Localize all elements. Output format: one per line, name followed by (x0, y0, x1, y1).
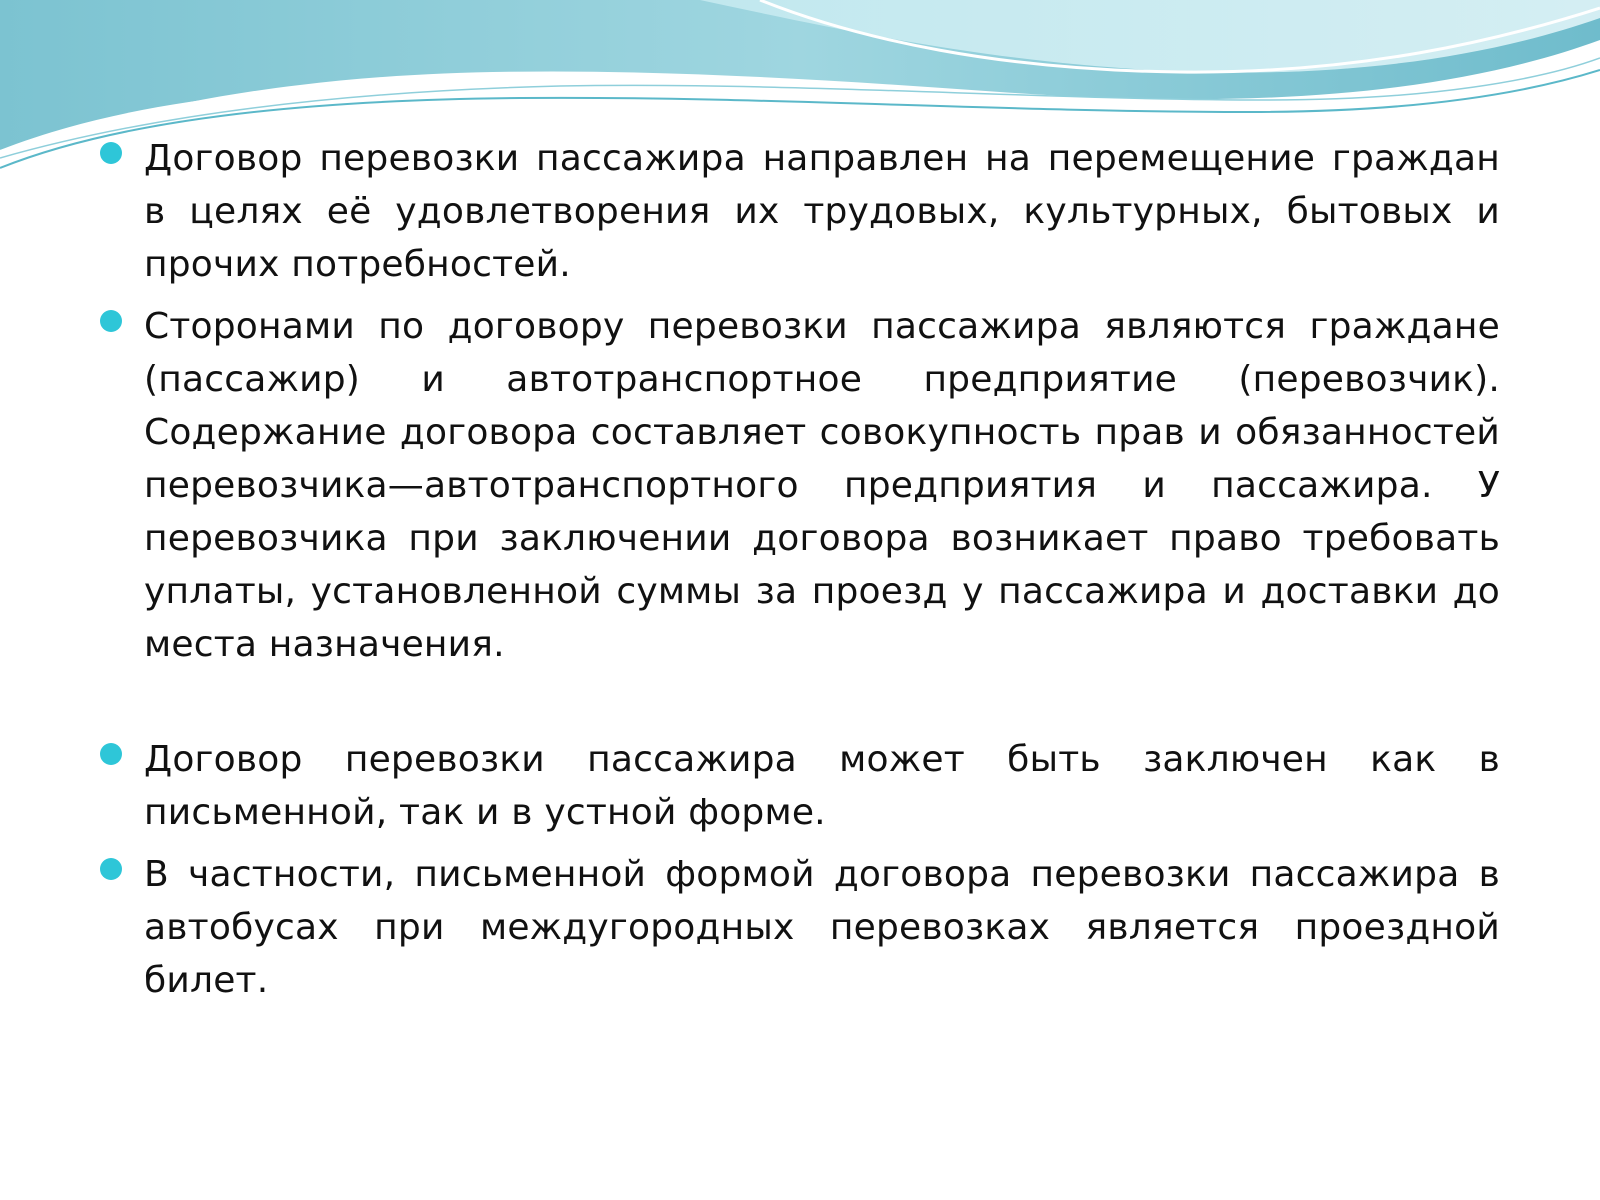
bullet-text: В частности, письменной формой договора перевозки пассажира в автобусах при междугородных перевозках является проездной билет. (144, 854, 1500, 1001)
bullet-dot-icon (100, 743, 122, 765)
bullet-dot-icon (100, 858, 122, 880)
bullet-item-3 (100, 733, 1500, 839)
bullet-item-1 (100, 132, 1500, 291)
bullet-list (100, 132, 1500, 1007)
bullet-text: Договор перевозки пассажира направлен на перемещение граждан в целях её удовлетворения их трудовых, культурных, бытовых и прочих потребностей. (144, 138, 1500, 285)
bullet-text: Договор перевозки пассажира может быть заключен как в письменной, так и в устной форме. (144, 739, 1500, 833)
bullet-text: Сторонами по договору перевозки пассажира являются граждане (пассажир) и автотранспортное предприятие (перевозчик). Содержание договора составляет совокупность прав и обязанностей перевозчика—автотранспортного предприятия и пассажира. У перевозчика при заключении договора возникает право требовать уплаты, установленной суммы за проезд у пассажира и доставки до места назначения. (144, 306, 1500, 665)
bullet-dot-icon (100, 142, 122, 164)
bullet-item-2 (100, 300, 1500, 671)
bullet-dot-icon (100, 310, 122, 332)
bullet-item-4 (100, 848, 1500, 1007)
